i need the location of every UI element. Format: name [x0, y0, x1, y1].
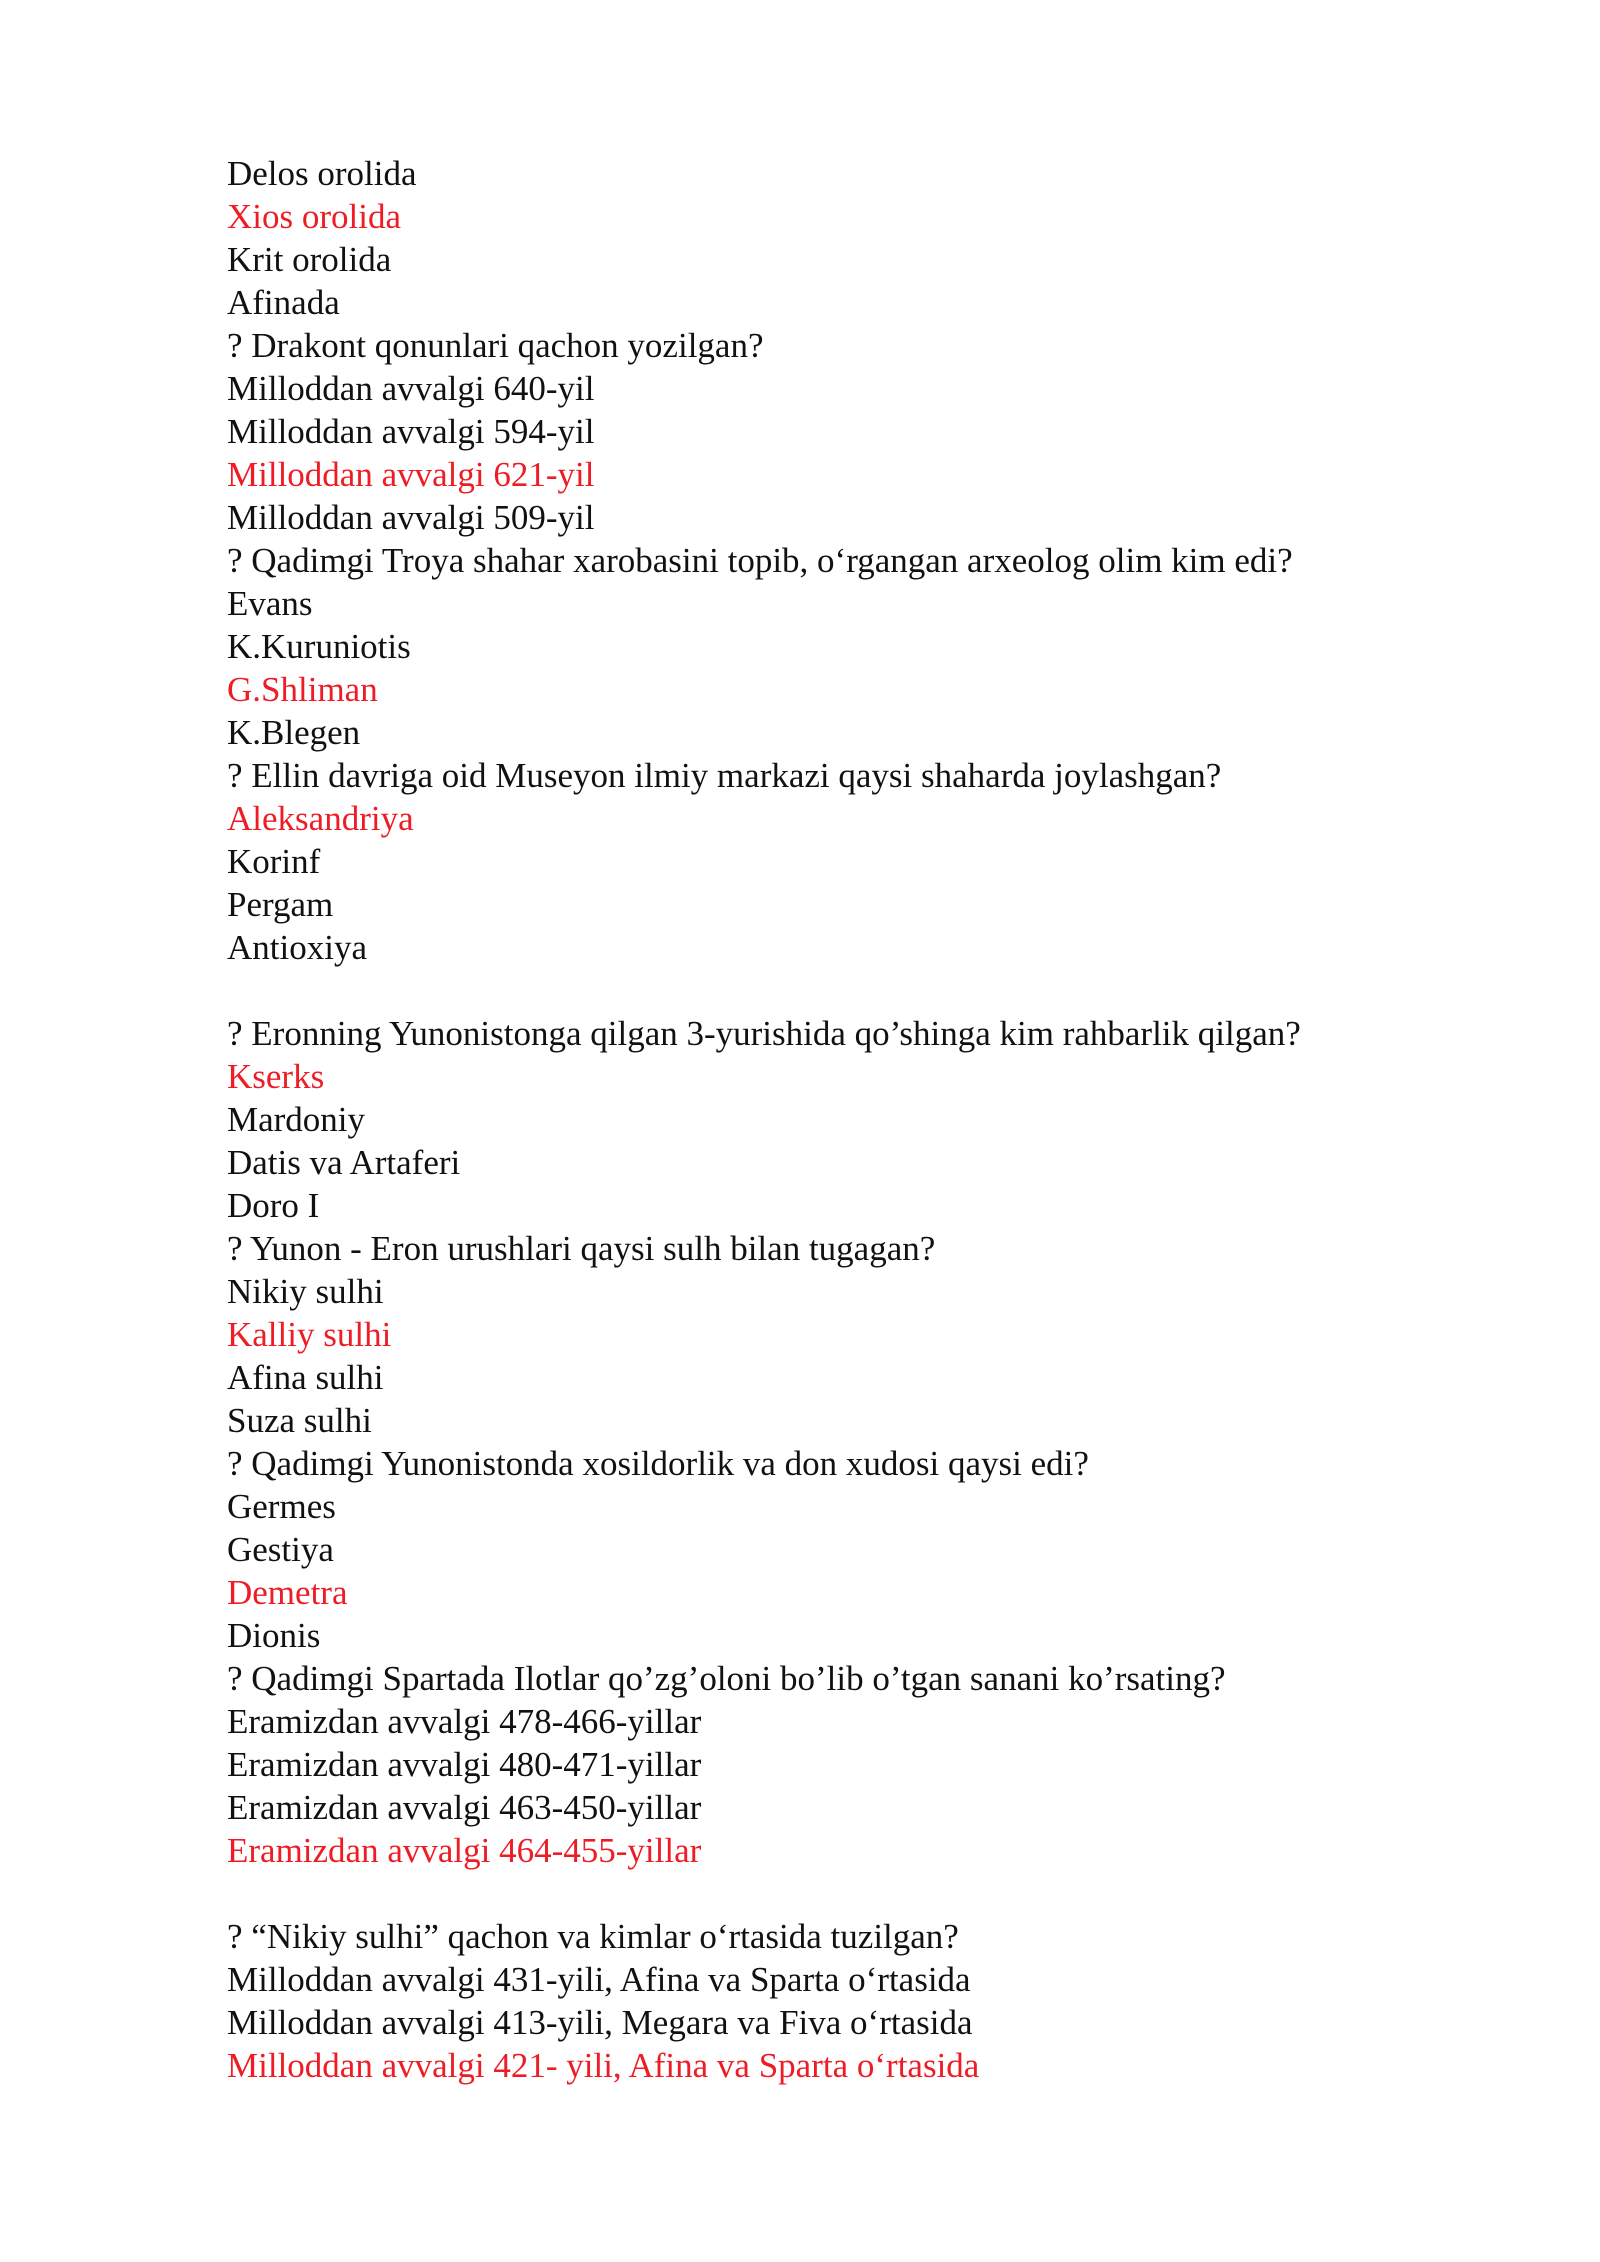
correct-answer-line: Kalliy sulhi: [227, 1315, 392, 1354]
answer-option-line: Pergam: [227, 885, 334, 924]
answer-option-line: Dionis: [227, 1616, 321, 1655]
answer-option-line: Korinf: [227, 842, 321, 881]
question-line: ? Eronning Yunonistonga qilgan 3-yurishida qo’shinga kim rahbarlik qilgan?: [227, 1014, 1301, 1053]
answer-option-line: K.Blegen: [227, 713, 361, 752]
answer-option-line: K.Kuruniotis: [227, 627, 411, 666]
document-page: [227, 152, 1477, 2087]
answer-option-line: Eramizdan avvalgi 463-450-yillar: [227, 1788, 702, 1827]
blank-line: [227, 1872, 1477, 1915]
answer-option-line: Mardoniy: [227, 1100, 366, 1139]
correct-answer-line: Xios orolida: [227, 197, 402, 236]
answer-option-line: Milloddan avvalgi 413-yili, Megara va Fiva o‘rtasida: [227, 2003, 973, 2042]
answer-option-line: Milloddan avvalgi 509-yil: [227, 498, 595, 537]
answer-option-line: Gestiya: [227, 1530, 334, 1569]
question-line: ? Qadimgi Troya shahar xarobasini topib, o‘rgangan arxeolog olim kim edi?: [227, 541, 1293, 580]
correct-answer-line: Milloddan avvalgi 621-yil: [227, 455, 595, 494]
blank-line: [227, 969, 1477, 1012]
answer-option-line: Milloddan avvalgi 640-yil: [227, 369, 595, 408]
answer-option-line: Afinada: [227, 283, 340, 322]
answer-option-line: Eramizdan avvalgi 478-466-yillar: [227, 1702, 702, 1741]
answer-option-line: Afina sulhi: [227, 1358, 384, 1397]
correct-answer-line: Eramizdan avvalgi 464-455-yillar: [227, 1831, 702, 1870]
question-line: ? Qadimgi Spartada Ilotlar qo’zg’oloni bo’lib o’tgan sanani ko’rsating?: [227, 1659, 1226, 1698]
answer-option-line: Krit orolida: [227, 240, 392, 279]
correct-answer-line: Kserks: [227, 1057, 325, 1096]
answer-option-line: Evans: [227, 584, 313, 623]
answer-option-line: Nikiy sulhi: [227, 1272, 384, 1311]
question-line: ? “Nikiy sulhi” qachon va kimlar o‘rtasida tuzilgan?: [227, 1917, 959, 1956]
answer-option-line: Milloddan avvalgi 431-yili, Afina va Sparta o‘rtasida: [227, 1960, 971, 1999]
answer-option-line: Doro I: [227, 1186, 320, 1225]
correct-answer-line: Milloddan avvalgi 421- yili, Afina va Sparta o‘rtasida: [227, 2046, 980, 2085]
answer-option-line: Eramizdan avvalgi 480-471-yillar: [227, 1745, 702, 1784]
question-line: ? Drakont qonunlari qachon yozilgan?: [227, 326, 764, 365]
answer-option-line: Delos orolida: [227, 154, 417, 193]
answer-option-line: Suza sulhi: [227, 1401, 372, 1440]
question-line: ? Ellin davriga oid Museyon ilmiy markazi qaysi shaharda joylashgan?: [227, 756, 1222, 795]
correct-answer-line: Aleksandriya: [227, 799, 414, 838]
answer-option-line: Antioxiya: [227, 928, 367, 967]
quiz-text-body: [227, 152, 1477, 2087]
answer-option-line: Datis va Artaferi: [227, 1143, 461, 1182]
answer-option-line: Milloddan avvalgi 594-yil: [227, 412, 595, 451]
correct-answer-line: G.Shliman: [227, 670, 378, 709]
answer-option-line: Germes: [227, 1487, 336, 1526]
correct-answer-line: Demetra: [227, 1573, 348, 1612]
question-line: ? Yunon - Eron urushlari qaysi sulh bilan tugagan?: [227, 1229, 936, 1268]
question-line: ? Qadimgi Yunonistonda xosildorlik va don xudosi qaysi edi?: [227, 1444, 1089, 1483]
